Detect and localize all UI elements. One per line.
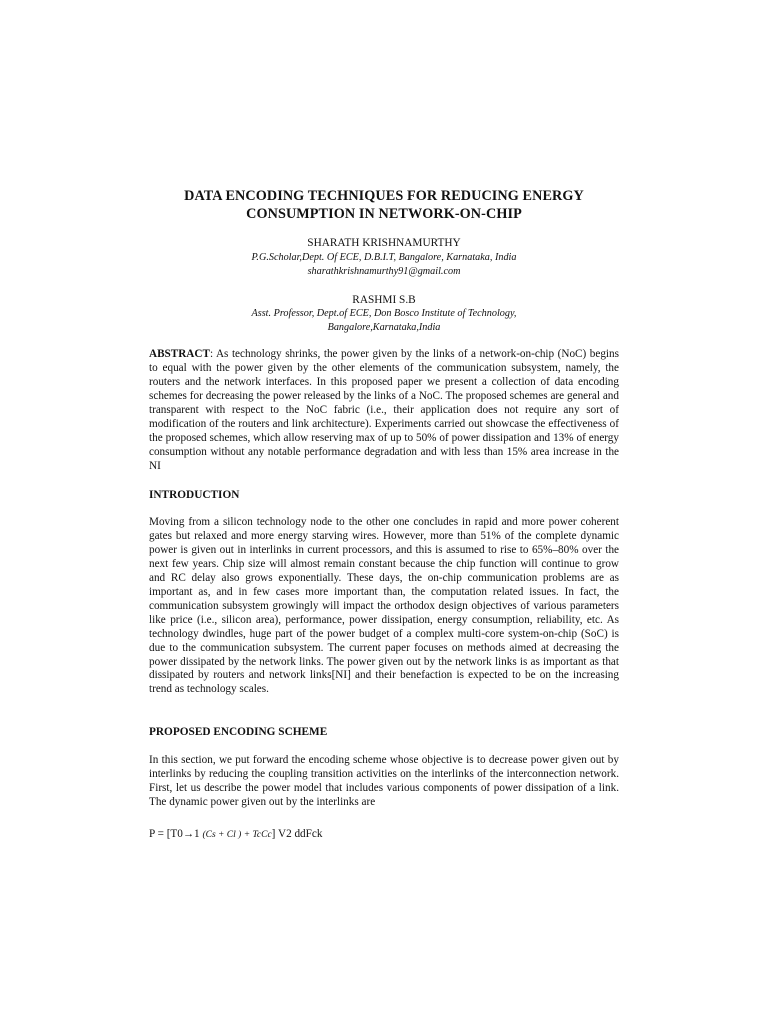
author-2-affiliation-line-1: Asst. Professor, Dept.of ECE, Don Bosco Institute of Technology, xyxy=(251,308,517,319)
abstract-text: : As technology shrinks, the power given by the links of a network-on-chip (NoC) begins to equal with the power given by the other elements of the communication subsystem, namely, the routers and the network interfaces. In this proposed paper we present a collection of data encoding schemes for decreasing the power released by the links of a NoC. The proposed schemes are general and transparent with respect to the NoC fabric (i.e., their application does not require any sort of modification of the routers and link architecture). Experiments carried out showcase the effectiveness of the proposed schemes, which allow reserving max of up to 50% of power dissipation and 13% of energy consumption without any notable performance degradation and with less than 15% area increase in the NI xyxy=(149,348,619,472)
proposed-encoding-paragraph: In this section, we put forward the encoding scheme whose objective is to decrease power given out by interlinks by reducing the coupling transition activities on the interlinks of the interconnection network. First, let us describe the power model that includes various components of power dissipation of a link. The dynamic power given out by the interlinks are xyxy=(149,754,619,808)
introduction-heading: INTRODUCTION xyxy=(149,489,240,501)
power-formula xyxy=(149,827,322,842)
proposed-encoding-heading: PROPOSED ENCODING SCHEME xyxy=(149,726,328,738)
formula-part-1: P = [T0→1 xyxy=(149,828,203,840)
title-line-1: DATA ENCODING TECHNIQUES FOR REDUCING ENERGY xyxy=(184,188,584,204)
formula-part-3: ] V2 ddFck xyxy=(271,828,323,840)
formula-part-2: (Cs + Cl ) + TcCc xyxy=(202,830,272,840)
title-line-2: CONSUMPTION IN NETWORK-ON-CHIP xyxy=(246,206,522,222)
author-1-affiliation xyxy=(149,251,619,278)
abstract-paragraph xyxy=(149,348,619,474)
author-2-affiliation-line-2: Bangalore,Karnataka,India xyxy=(327,321,441,333)
author-1-affiliation-text: P.G.Scholar,Dept. Of ECE, D.B.I.T, Bangalore, Karnataka, India xyxy=(251,252,517,263)
author-2-affiliation xyxy=(149,307,619,334)
author-1-name: SHARATH KRISHNAMURTHY xyxy=(307,237,461,249)
introduction-paragraph: Moving from a silicon technology node to the other one concludes in rapid and more power coherent gates but relaxed and more energy starving wires. However, more than 51% of the complete dynamic power is given out in interlinks in current processors, and this is assumed to rise to 65%–80% over the next few years. Chip size will almost remain constant because the chip function will continue to grow and RC delay also grows exponentially. These days, the on-chip communication problems are as important as, and in few cases more important than, the computation related issues. In fact, the communication subsystem growingly will impact the orthodox design objectives of various parameters like price (i.e., silicon area), performance, power dissipation, energy consumption, reliability, etc. As technology dwindles, huge part of the power budget of a complex multi-core system-on-chip (SoC) is due to the communication subsystem. The current paper focuses on methods aimed at decreasing the power dissipated by the network links. The power given out by the network links is as important as that dissipated by routers and network links[NI] and their benefaction is expected to be on the increasing trend as technology scales. xyxy=(149,516,619,696)
abstract-label: ABSTRACT xyxy=(149,348,210,360)
author-2-name: RASHMI S.B xyxy=(352,294,416,306)
paper-title xyxy=(149,187,619,223)
author-1-email: sharathkrishnamurthy91@gmail.com xyxy=(307,265,461,277)
